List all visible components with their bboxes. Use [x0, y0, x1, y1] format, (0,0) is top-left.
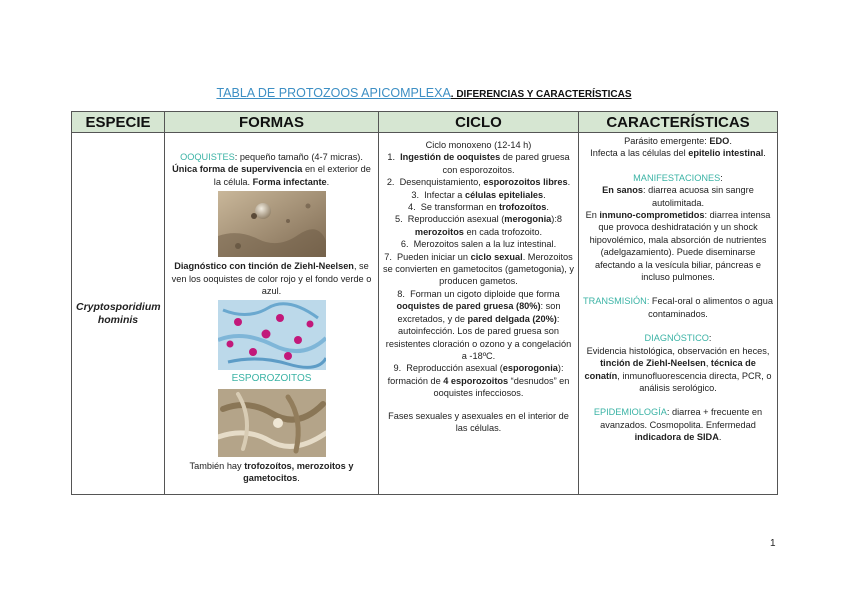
ciclo-step: 2. Desenquistamiento, esporozoitos libres.	[386, 177, 571, 188]
tambien-paragraph: También hay trofozoítos, merozoitos y gametocitos.	[189, 460, 354, 484]
table-header-row	[72, 112, 778, 133]
ciclo-step: 3. Infectar a células epiteliales.	[411, 189, 546, 200]
ooquiste-micrograph-image	[218, 191, 326, 257]
infecta-paragraph: Infecta a las células del epitelio intestinal.	[590, 148, 766, 159]
diagnostico-paragraph: Diagnóstico con tinción de Ziehl-Neelsen, se ven los ooquistes de color rojo y el fondo verde o azul.	[171, 261, 372, 297]
ooquistes-label: OOQUISTES	[180, 152, 235, 162]
header-especie: ESPECIE	[72, 112, 165, 133]
header-formas: FORMAS	[165, 112, 379, 133]
diagnostico-paragraph: Evidencia histológica, observación en heces, tinción de Ziehl-Neelsen, técnica de conatín, inmunofluorescencia directa, PCR, o análisis serológico.	[584, 345, 772, 393]
header-ciclo: CICLO	[379, 112, 579, 133]
sanos-paragraph: En sanos: diarrea acuosa sin sangre autolimitada.	[602, 185, 754, 208]
header-caracteristicas: CARACTERÍSTICAS	[579, 112, 778, 133]
caracteristicas-cell	[579, 133, 778, 495]
protozoa-table	[71, 111, 778, 495]
ooquistes-paragraph: OOQUISTES: pequeño tamaño (4-7 micras). Única forma de supervivencia en el exterior de la célula. Forma infectante.	[172, 152, 371, 187]
epidemiologia-paragraph: EPIDEMIOLOGÍA: diarrea + frecuente en avanzados. Cosmopolita. Enfermedad indicadora de SIDA.	[593, 407, 763, 443]
ciclo-step: 9. Reproducción asexual (esporogonia): formación de 4 esporozoitos “desnudos” en ooquistes infecciosos.	[387, 363, 570, 399]
ciclo-step: 4. Se transforman en trofozoítos.	[408, 202, 549, 213]
manifestaciones-label: MANIFESTACIONES:	[633, 172, 723, 183]
table-row	[72, 133, 778, 495]
ciclo-step: 6. Merozoitos salen a la luz intestinal.	[400, 239, 557, 250]
page-number: 1	[770, 538, 776, 549]
ciclo-step: 1. Ingestión de ooquistes de pared gruesa con esporozoitos.	[387, 152, 570, 175]
ciclo-step: 5. Reproducción asexual (merogonia):8 merozoitos en cada trofozoito.	[394, 214, 562, 237]
formas-cell	[165, 133, 379, 495]
ziehl-neelsen-stain-image	[218, 300, 326, 370]
ciclo-step: 7. Pueden iniciar un ciclo sexual. Merozoitos se convierten en gametocitos (gametogonia), y producen gametos.	[383, 251, 574, 287]
esporozoito-micrograph-image	[218, 389, 326, 457]
inmuno-paragraph: En inmuno-comprometidos: diarrea intensa que provoca deshidratación y un shock hipovolémico, mala absorción de nutrientes (adelgazamiento). Puede diseminarse afectando a la vesícula biliar, páncreas e incluso pulmones.	[585, 210, 771, 283]
ciclo-step: 8. Forman un cigoto diploide que forma ooquistes de pared gruesa (80%): son excretados, y de pared delgada (20%): autoinfección. Los de pared gruesa son resistentes cloración o ozono y a congelación a -18ºC.	[385, 288, 572, 361]
especie-cell: Cryptosporidium hominis	[72, 133, 165, 495]
ciclo-steps-list	[383, 151, 574, 399]
ciclo-fases: Fases sexuales y asexuales en el interior de las células.	[388, 410, 569, 433]
diagnostico-label: DIAGNÓSTICO:	[644, 333, 712, 344]
title-sub: . DIFERENCIAS Y CARACTERÍSTICAS	[450, 89, 632, 100]
emergente-paragraph: Parásito emergente: EDO.	[624, 136, 732, 146]
ciclo-cell	[379, 133, 579, 495]
esporozoitos-label: ESPOROZOITOS	[231, 373, 312, 385]
ciclo-intro: Ciclo monoxeno (12-14 h)	[425, 140, 532, 150]
title-main: TABLA DE PROTOZOOS APICOMPLEXA	[216, 86, 451, 100]
page-title	[0, 86, 848, 100]
transmision-paragraph: TRANSMISIÓN: Fecal-oral o alimentos o agua contaminados.	[583, 296, 773, 319]
